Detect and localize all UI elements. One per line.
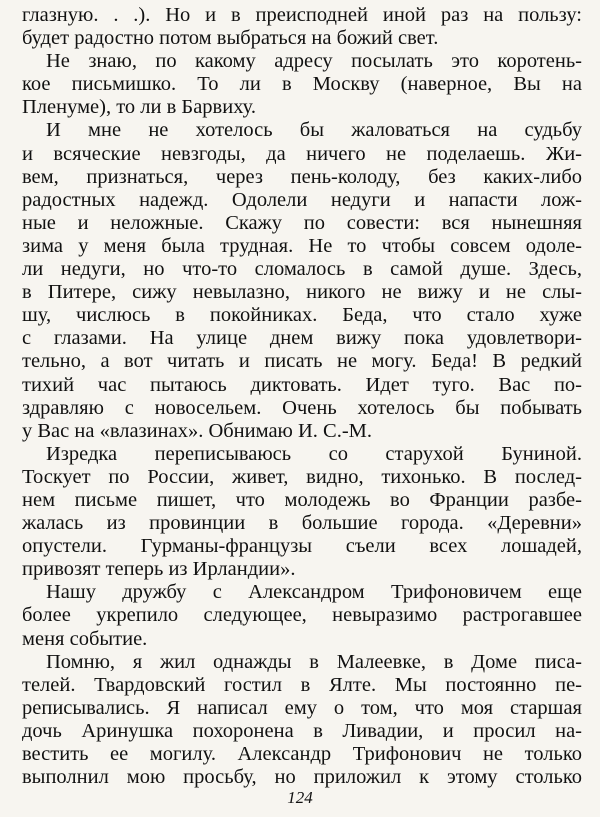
text-line: глазную. . .). Но и в преисподней иной раз на пользу: [22, 4, 582, 26]
text-line: Не знаю, по какому адресу посылать это коротень- [46, 50, 582, 73]
text-line: будет радостно потом выбраться на божий свет. [22, 27, 439, 50]
text-line: Помню, я жил однажды в Малеевке, в Доме писа- [46, 650, 582, 673]
paragraph-6 [22, 651, 582, 790]
text-line: Изредка переписываюсь со старухой Буниной. [46, 442, 582, 465]
text-line: ли недуги, но что-то сломалось в самой душе. Здесь, [22, 258, 582, 281]
text-line: телей. Твардовский гостил в Ялте. Мы постоянно пе- [22, 673, 582, 696]
text-line: привозят теперь из Ирландии». [22, 558, 296, 581]
text-line: более укрепило следующее, невыразимо растрогавшее [22, 604, 582, 627]
text-line: И мне не хотелось бы жаловаться на судьбу [46, 119, 582, 142]
paragraph-2 [22, 50, 582, 119]
text-line: опустели. Гурманы-французы съели всех лошадей, [22, 535, 582, 558]
text-line: шу, числюсь в покойниках. Беда, что стало хуже [22, 304, 582, 327]
text-line: жалась из провинции в большие города. «Деревни» [22, 512, 582, 535]
page-number: 124 [287, 788, 313, 807]
text-line: здравляю с новосельем. Очень хотелось бы побывать [22, 396, 582, 419]
text-line: тихий час пытаюсь диктовать. Идет туго. Вас по- [22, 373, 582, 396]
paragraph-1 [22, 4, 582, 50]
text-line: реписывались. Я написал ему о том, что моя старшая [22, 696, 582, 719]
text-line: тельно, а вот читать и писать не могу. Беда! В редкий [22, 350, 582, 373]
text-line: с глазами. На улице днем вижу пока удовлетвори- [22, 327, 582, 350]
text-line: ные и неложные. Скажу по совести: вся нынешняя [22, 211, 582, 234]
text-line: меня событие. [22, 627, 148, 650]
text-line: зима у меня была трудная. Не то чтобы совсем одоле- [22, 234, 582, 257]
text-line: у Вас на «влазинах». Обнимаю И. С.-М. [22, 419, 373, 442]
paragraph-3 [22, 119, 582, 442]
text-line: Пленуме), то ли в Барвиху. [22, 96, 256, 119]
book-page [22, 4, 582, 789]
text-line: нем письме пишет, что молодежь во Франции разбе- [22, 488, 582, 511]
text-line: радостных надежд. Одолели недуги и напасти лож- [22, 188, 582, 211]
text-line: вестить ее могилу. Александр Трифонович не только [22, 743, 582, 765]
text-line: Нашу дружбу с Александром Трифоновичем еще [46, 581, 582, 604]
text-line: выполнил мою просьбу, но приложил к этому столько [22, 766, 582, 789]
paragraph-4 [22, 443, 582, 582]
text-line: Тоскует по России, живет, видно, тихонько. В послед- [22, 465, 582, 488]
text-line: кое письмишко. То ли в Москву (наверное, Вы на [22, 73, 582, 96]
paragraph-5 [22, 581, 582, 650]
text-line: вем, признаться, через пень-колоду, без каких-либо [22, 165, 582, 188]
text-line: и всяческие невзгоды, да ничего не поделаешь. Жи- [22, 142, 582, 165]
text-line: в Питере, сижу невылазно, никого не вижу и не слы- [22, 281, 582, 304]
text-line: дочь Аринушка похоронена в Ливадии, и просил на- [22, 719, 582, 742]
